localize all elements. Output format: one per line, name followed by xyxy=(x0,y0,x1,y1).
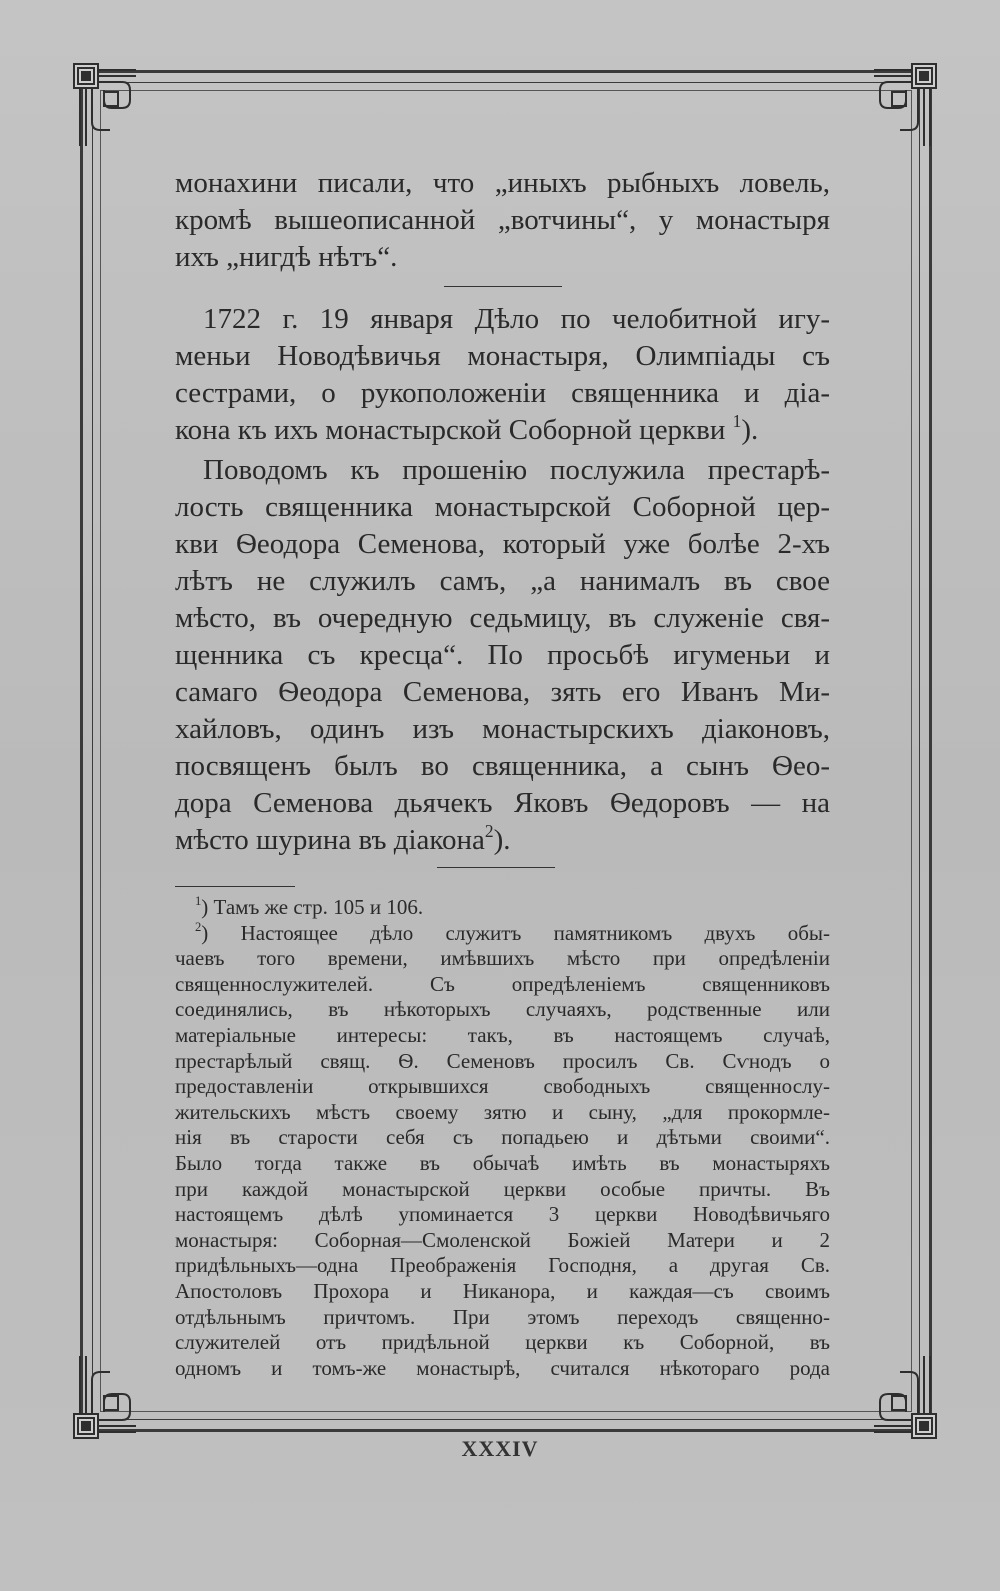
text-line: мѣсто, въ очередную седьмицу, въ служеніе свя- xyxy=(175,602,830,634)
text-fragment: мѣсто шурина въ діакона xyxy=(175,824,485,856)
corner-ornament-icon xyxy=(872,1354,938,1440)
text-line: меньи Новодѣвичья монастыря, Олимпіады съ xyxy=(175,340,830,372)
text-line: служителей отъ придѣльной церкви къ Соборной, въ xyxy=(175,1330,830,1355)
text-line: матеріальные интересы: такъ, въ настоящемъ случаѣ, xyxy=(175,1022,830,1047)
text-line: хайловъ, одинъ изъ монастырскихъ діаконовъ, xyxy=(175,713,830,745)
text-line: жительскихъ мѣстъ своему зятю и сыну, „для прокормле- xyxy=(175,1099,830,1124)
text-line xyxy=(175,412,830,449)
text-line: лость священника монастырской Соборной цер- xyxy=(175,491,830,523)
text-line: дора Семенова дьячекъ Яковъ Ѳедоровъ — на xyxy=(175,787,830,819)
text-line: отдѣльнымъ причтомъ. При этомъ переходъ священно- xyxy=(175,1304,830,1329)
footnote-1 xyxy=(175,895,830,921)
text-line: ихъ „нигдѣ нѣтъ“. xyxy=(175,241,398,273)
page-number: XXXIV xyxy=(461,1436,539,1461)
footnote-mark: 2 xyxy=(195,919,202,934)
text-line: Поводомъ къ прошенію послужила престарѣ- xyxy=(203,454,830,486)
text-line: Было тогда также въ обычаѣ имѣть въ монастыряхъ xyxy=(175,1150,830,1175)
section-divider xyxy=(437,867,555,868)
text-fragment: ). xyxy=(741,414,759,446)
text-fragment: ). xyxy=(493,824,511,856)
text-line xyxy=(175,822,830,859)
text-line: соединялись, въ нѣкоторыхъ случаяхъ, родственные или xyxy=(175,997,830,1022)
text-fragment: ) Настоящее дѣло служитъ памятникомъ двухъ обы- xyxy=(201,920,830,945)
text-line: кромѣ вышеописанной „вотчины“, у монастыря xyxy=(175,204,830,236)
paragraph-case-1722 xyxy=(175,301,830,449)
text-line: священнослужителей. Съ опредѣленіемъ священниковъ xyxy=(175,971,830,996)
text-line: престарѣлый свящ. Ѳ. Семеновъ просилъ Св. Сѵнодъ о xyxy=(175,1048,830,1073)
text-line: сестрами, о рукоположеніи священника и діа- xyxy=(175,377,830,409)
footnote-rule xyxy=(175,886,295,887)
text-line: чаевъ того времени, имѣвшихъ мѣсто при опредѣленіи xyxy=(175,946,830,971)
section-divider xyxy=(444,286,562,287)
corner-ornament-icon xyxy=(72,1354,138,1440)
text-line xyxy=(175,895,830,921)
text-fragment: кона къ ихъ монастырской Соборной церкви xyxy=(175,414,726,446)
text-line: монахини писали, что „иныхъ рыбныхъ ловель, xyxy=(175,167,830,199)
corner-ornament-icon xyxy=(72,62,138,148)
footnote-2 xyxy=(175,921,830,1382)
paragraph-continuation xyxy=(175,165,830,276)
main-text xyxy=(175,165,830,1381)
text-line: посвященъ былъ во священника, а сынъ Ѳео- xyxy=(175,750,830,782)
text-line: щенника съ кресца“. По просьбѣ игуменьи и xyxy=(175,639,830,671)
text-line: лѣтъ не служилъ самъ, „а нанималъ въ свое xyxy=(175,565,830,597)
corner-ornament-icon xyxy=(872,62,938,148)
text-line: самаго Ѳеодора Семенова, зять его Иванъ Ми- xyxy=(175,676,830,708)
text-line: кви Ѳеодора Семенова, который уже болѣе 2-хъ xyxy=(175,528,830,560)
footnote-mark: 1 xyxy=(195,894,202,909)
text-line: настоящемъ дѣлѣ упоминается 3 церкви Новодѣвичьяго xyxy=(175,1202,830,1227)
text-line: 1722 г. 19 января Дѣло по челобитной игу- xyxy=(203,303,830,335)
text-line: Апостоловъ Прохора и Никанора, и каждая—съ своимъ xyxy=(175,1278,830,1303)
footnote-ref[interactable]: 1 xyxy=(732,410,742,431)
footnote-ref[interactable]: 2 xyxy=(484,820,494,841)
text-line: нія въ старости себя съ попадьею и дѣтьми своими“. xyxy=(175,1125,830,1150)
text-fragment: ) Тамъ же стр. 105 и 106. xyxy=(201,895,424,919)
text-line: при каждой монастырской церкви особые причты. Въ xyxy=(175,1176,830,1201)
text-line: одномъ и томъ-же монастырѣ, считался нѣкотораго рода xyxy=(175,1355,830,1380)
text-line xyxy=(175,921,830,947)
text-line: предоставленіи открывшихся свободныхъ священнослу- xyxy=(175,1074,830,1099)
text-line: придѣльныхъ—одна Преображенія Господня, а другая Св. xyxy=(175,1253,830,1278)
paragraph-reason xyxy=(175,452,830,859)
text-line: монастыря: Соборная—Смоленской Божіей Матери и 2 xyxy=(175,1227,830,1252)
